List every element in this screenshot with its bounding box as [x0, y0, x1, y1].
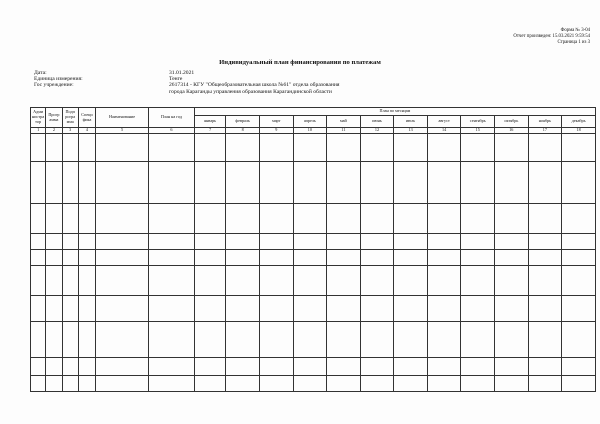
table-cell — [194, 376, 226, 392]
table-cell — [31, 234, 46, 250]
table-cell — [46, 250, 62, 266]
table-cell — [327, 204, 361, 234]
table-cell — [495, 322, 529, 358]
table-cell — [31, 134, 46, 162]
table-cell — [562, 134, 596, 162]
table-cell — [394, 358, 428, 376]
table-cell — [194, 234, 226, 250]
table-cell — [461, 376, 495, 392]
table-cell — [226, 250, 260, 266]
institution-line-2: города Караганды управления образования Карагандинской области — [169, 88, 332, 95]
table-cell — [528, 162, 562, 204]
table-cell — [562, 358, 596, 376]
table-row — [31, 266, 596, 296]
table-cell — [194, 296, 226, 322]
table-cell — [78, 296, 95, 322]
table-cell — [194, 204, 226, 234]
table-row — [31, 162, 596, 204]
table-cell — [293, 266, 327, 296]
table-cell — [226, 234, 260, 250]
table-cell — [293, 134, 327, 162]
table-cell — [360, 376, 394, 392]
table-cell — [46, 204, 62, 234]
column-number: 15 — [461, 128, 495, 134]
table-row — [31, 250, 596, 266]
table-cell — [194, 358, 226, 376]
table-cell — [528, 134, 562, 162]
table-cell — [259, 296, 293, 322]
table-cell — [46, 234, 62, 250]
institution-label: Гос учреждение: — [34, 82, 74, 89]
table-cell — [360, 204, 394, 234]
table-cell — [46, 296, 62, 322]
table-row — [31, 134, 596, 162]
financing-plan-table — [30, 107, 596, 392]
form-number: Форма № 3-04 — [560, 28, 590, 33]
header-month: март — [259, 116, 293, 128]
table-cell — [226, 134, 260, 162]
column-number: 9 — [259, 128, 293, 134]
table-cell — [259, 134, 293, 162]
document-info — [34, 70, 369, 95]
table-cell — [226, 266, 260, 296]
table-cell — [62, 322, 78, 358]
info-row-institution — [34, 82, 369, 94]
table-cell — [194, 266, 226, 296]
table-cell — [360, 134, 394, 162]
table-cell — [31, 322, 46, 358]
table-cell — [528, 266, 562, 296]
table-cell — [495, 162, 529, 204]
table-cell — [562, 234, 596, 250]
table-cell — [327, 322, 361, 358]
header-name: Наименование — [96, 108, 149, 128]
table-cell — [259, 250, 293, 266]
header-month: январь — [194, 116, 226, 128]
column-number: 14 — [427, 128, 461, 134]
table-cell — [394, 296, 428, 322]
table-cell — [226, 376, 260, 392]
table-row — [31, 296, 596, 322]
table-cell — [78, 376, 95, 392]
table-cell — [62, 162, 78, 204]
table-cell — [149, 322, 195, 358]
table-cell — [149, 358, 195, 376]
table-cell — [327, 358, 361, 376]
table-cell — [394, 266, 428, 296]
table-cell — [62, 376, 78, 392]
table-cell — [31, 376, 46, 392]
table-cell — [427, 322, 461, 358]
table-cell — [62, 296, 78, 322]
table-cell — [495, 134, 529, 162]
table-cell — [360, 296, 394, 322]
table-cell — [259, 162, 293, 204]
table-cell — [461, 266, 495, 296]
table-cell — [46, 322, 62, 358]
table-cell — [46, 376, 62, 392]
table-cell — [31, 162, 46, 204]
table-cell — [226, 296, 260, 322]
header-month: декабрь — [562, 116, 596, 128]
unit-value: Тенге — [169, 76, 183, 83]
table-cell — [62, 204, 78, 234]
header-subprogram: Подп рогра мма — [62, 108, 78, 128]
table-cell — [31, 204, 46, 234]
table-cell — [149, 162, 195, 204]
table-row — [31, 376, 596, 392]
header-month: октябрь — [495, 116, 529, 128]
table-cell — [293, 162, 327, 204]
table-cell — [149, 376, 195, 392]
table-cell — [360, 358, 394, 376]
table-cell — [31, 358, 46, 376]
table-cell — [293, 358, 327, 376]
table-cell — [461, 134, 495, 162]
table-cell — [78, 266, 95, 296]
table-cell — [394, 322, 428, 358]
table-cell — [562, 162, 596, 204]
table-cell — [360, 162, 394, 204]
table-cell — [149, 296, 195, 322]
header-by-months: План по месяцам — [194, 108, 595, 116]
table-cell — [259, 376, 293, 392]
table-cell — [528, 322, 562, 358]
column-number: 18 — [562, 128, 596, 134]
table-cell — [427, 250, 461, 266]
table-cell — [96, 296, 149, 322]
table-cell — [293, 234, 327, 250]
table-row — [31, 358, 596, 376]
column-number: 16 — [495, 128, 529, 134]
table-cell — [62, 234, 78, 250]
column-number: 8 — [226, 128, 260, 134]
table-cell — [96, 376, 149, 392]
table-cell — [78, 358, 95, 376]
table-cell — [495, 204, 529, 234]
column-number: 6 — [149, 128, 195, 134]
table-cell — [461, 204, 495, 234]
column-number: 10 — [293, 128, 327, 134]
table-cell — [427, 296, 461, 322]
table-cell — [562, 266, 596, 296]
table-cell — [528, 250, 562, 266]
table-cell — [360, 322, 394, 358]
table-cell — [194, 250, 226, 266]
table-cell — [46, 162, 62, 204]
institution-line-1: 2617314 - КГУ "Общеобразовательная школа №61" отдела образования — [169, 82, 340, 89]
table-cell — [31, 296, 46, 322]
table-cell — [394, 250, 428, 266]
table-cell — [293, 250, 327, 266]
table-cell — [394, 376, 428, 392]
table-cell — [96, 162, 149, 204]
header-program: Прогр амма — [46, 108, 62, 128]
table-cell — [528, 204, 562, 234]
table-cell — [394, 234, 428, 250]
column-number: 13 — [394, 128, 428, 134]
table-cell — [149, 134, 195, 162]
header-admin: Адми нистра тор — [31, 108, 46, 128]
table-cell — [360, 250, 394, 266]
table-cell — [259, 322, 293, 358]
table-cell — [427, 204, 461, 234]
table-cell — [96, 266, 149, 296]
table-cell — [495, 250, 529, 266]
table-cell — [562, 322, 596, 358]
table-cell — [78, 162, 95, 204]
table-cell — [327, 134, 361, 162]
table-cell — [293, 296, 327, 322]
column-number: 3 — [62, 128, 78, 134]
table-cell — [495, 296, 529, 322]
table-cell — [528, 234, 562, 250]
table-cell — [394, 162, 428, 204]
table-cell — [96, 234, 149, 250]
table-cell — [327, 234, 361, 250]
table-cell — [293, 376, 327, 392]
table-cell — [293, 204, 327, 234]
unit-label: Единица измерения: — [34, 76, 83, 83]
table-cell — [327, 162, 361, 204]
table-cell — [78, 204, 95, 234]
table-cell — [562, 250, 596, 266]
page-counter: Страница 1 из 3 — [557, 40, 590, 46]
table-cell — [226, 358, 260, 376]
header-plan-year: План на год — [149, 108, 195, 128]
table-cell — [562, 376, 596, 392]
table-cell — [78, 250, 95, 266]
column-number: 1 — [31, 128, 46, 134]
table-cell — [62, 250, 78, 266]
table-cell — [461, 322, 495, 358]
header-month: ноябрь — [528, 116, 562, 128]
table-cell — [427, 358, 461, 376]
table-cell — [78, 134, 95, 162]
print-date: Отчет произведен: 15.03.2021 9:59:54 — [513, 34, 590, 40]
table-cell — [226, 322, 260, 358]
table-cell — [461, 250, 495, 266]
table-cell — [528, 358, 562, 376]
date-value: 31.01.2021 — [169, 70, 195, 76]
table-row — [31, 234, 596, 250]
column-number: 7 — [194, 128, 226, 134]
column-number: 12 — [360, 128, 394, 134]
table-cell — [149, 266, 195, 296]
table-cell — [194, 162, 226, 204]
table-cell — [495, 376, 529, 392]
table-cell — [226, 204, 260, 234]
column-number: 11 — [327, 128, 361, 134]
column-number: 5 — [96, 128, 149, 134]
table-cell — [562, 204, 596, 234]
table-cell — [427, 376, 461, 392]
table-cell — [461, 162, 495, 204]
table-cell — [562, 296, 596, 322]
table-cell — [259, 358, 293, 376]
table-cell — [62, 358, 78, 376]
table-cell — [360, 234, 394, 250]
table-cell — [31, 266, 46, 296]
header-month: сентябрь — [461, 116, 495, 128]
table-cell — [226, 162, 260, 204]
table-cell — [78, 322, 95, 358]
table-cell — [96, 358, 149, 376]
table-cell — [46, 134, 62, 162]
header-specifics: Специ фика — [78, 108, 95, 128]
table-cell — [394, 204, 428, 234]
table-cell — [461, 296, 495, 322]
table-cell — [149, 234, 195, 250]
table-row — [31, 204, 596, 234]
table-cell — [96, 134, 149, 162]
table-cell — [46, 358, 62, 376]
date-label: Дата: — [34, 70, 47, 76]
header-month: февраль — [226, 116, 260, 128]
header-month: июнь — [360, 116, 394, 128]
table-cell — [46, 266, 62, 296]
table-cell — [194, 322, 226, 358]
table-cell — [495, 234, 529, 250]
table-cell — [427, 162, 461, 204]
table-cell — [461, 234, 495, 250]
table-cell — [62, 134, 78, 162]
table-cell — [327, 266, 361, 296]
table-cell — [96, 322, 149, 358]
column-number: 4 — [78, 128, 95, 134]
header-month: июль — [394, 116, 428, 128]
table-cell — [528, 296, 562, 322]
table-cell — [495, 266, 529, 296]
header-month: апрель — [293, 116, 327, 128]
table-cell — [427, 234, 461, 250]
column-number: 2 — [46, 128, 62, 134]
table-cell — [427, 134, 461, 162]
document-title: Индивидуальный план финансирования по платежам — [219, 59, 381, 66]
table-cell — [327, 296, 361, 322]
table-cell — [293, 322, 327, 358]
table-cell — [327, 376, 361, 392]
header-month: май — [327, 116, 361, 128]
table-cell — [327, 250, 361, 266]
table-cell — [31, 250, 46, 266]
table-cell — [427, 266, 461, 296]
table-cell — [259, 234, 293, 250]
table-row — [31, 322, 596, 358]
table-cell — [96, 204, 149, 234]
header-month: август — [427, 116, 461, 128]
table-cell — [461, 358, 495, 376]
table-cell — [149, 250, 195, 266]
table-cell — [149, 204, 195, 234]
table-cell — [360, 266, 394, 296]
table-cell — [528, 376, 562, 392]
table-cell — [78, 234, 95, 250]
table-cell — [495, 358, 529, 376]
table-cell — [259, 204, 293, 234]
table-cell — [394, 134, 428, 162]
table-cell — [194, 134, 226, 162]
table-cell — [96, 250, 149, 266]
column-number: 17 — [528, 128, 562, 134]
table-cell — [62, 266, 78, 296]
table-cell — [259, 266, 293, 296]
form-meta — [513, 28, 590, 47]
